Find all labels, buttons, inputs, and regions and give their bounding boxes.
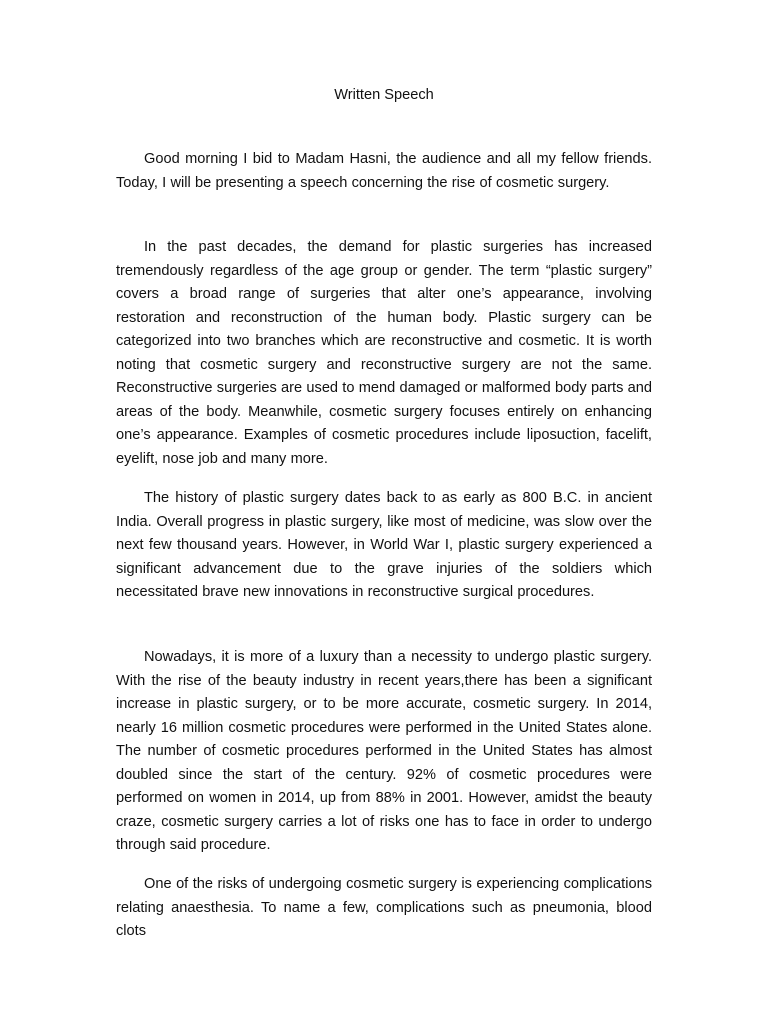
paragraph-history: The history of plastic surgery dates back to as early as 800 B.C. in ancient India. Overall progress in plastic surgery, like most of medicine, was slow over the next few thousand years. However, in World War I, plastic surgery experienced a significant advancement due to the grave injuries of the soldiers which necessitated brave new innovations in reconstructive surgical procedures.: [116, 490, 652, 600]
paragraph-greeting: Good morning I bid to Madam Hasni, the audience and all my fellow friends. Today, I will be presenting a speech concerning the rise of cosmetic surgery.: [116, 151, 652, 191]
document-title: Written Speech: [334, 87, 434, 103]
paragraph-risks: One of the risks of undergoing cosmetic surgery is experiencing complications relating anaesthesia. To name a few, complications such as pneumonia, blood clots: [116, 876, 652, 939]
paragraph-trends: Nowadays, it is more of a luxury than a necessity to undergo plastic surgery. With the rise of the beauty industry in recent years,there has been a significant increase in plastic surgery, or to be more accurate, cosmetic surgery. In 2014, nearly 16 million cosmetic procedures were performed in the United States alone. The number of cosmetic procedures performed in the United States has almost doubled since the start of the century. 92% of cosmetic procedures were performed on women in 2014, up from 88% in 2001. However, amidst the beauty craze, cosmetic surgery carries a lot of risks one has to face in order to undergo through said procedure.: [116, 649, 652, 853]
paragraph-definition: In the past decades, the demand for plastic surgeries has increased tremendously regardless of the age group or gender. The term “plastic surgery” covers a broad range of surgeries that alter one’s appearance, involving restoration and reconstruction of the human body. Plastic surgery can be categorized into two branches which are reconstructive and cosmetic. It is worth noting that cosmetic surgery and reconstructive surgery are not the same. Reconstructive surgeries are used to mend damaged or malformed body parts and areas of the body. Meanwhile, cosmetic surgery focuses entirely on enhancing one’s appearance. Examples of cosmetic procedures include liposuction, facelift, eyelift, nose job and many more.: [116, 239, 652, 467]
